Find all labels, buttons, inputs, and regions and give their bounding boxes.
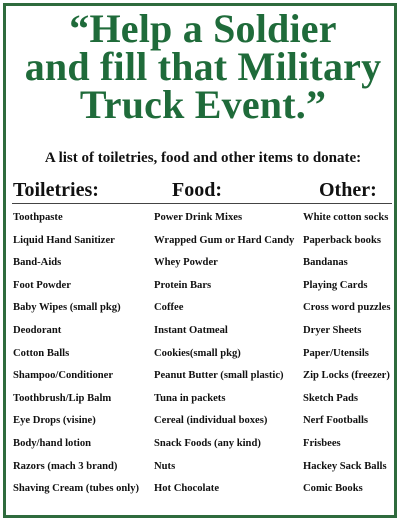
list-item: Power Drink Mixes <box>154 212 243 223</box>
list-item: White cotton socks <box>303 212 389 223</box>
list-item: Wrapped Gum or Hard Candy <box>154 234 295 246</box>
list-item: Baby Wipes (small pkg) <box>13 302 121 314</box>
list-item: Playing Cards <box>303 279 368 291</box>
header-food: Food: <box>172 179 222 201</box>
list-item: Dryer Sheets <box>303 324 362 336</box>
list-item: Protein Bars <box>154 279 212 291</box>
list-item: Deodorant <box>13 324 62 336</box>
list-item: Cookies(small pkg) <box>154 347 241 359</box>
list-item: Band-Aids <box>13 257 62 269</box>
subtitle: A list of toiletries, food and other items to donate: <box>44 150 362 166</box>
list-item: Bandanas <box>303 257 348 269</box>
list-item: Cotton Balls <box>13 347 70 359</box>
list-item: Cross word puzzles <box>303 302 391 314</box>
list-item: Nerf Footballs <box>303 415 369 427</box>
list-item: Sketch Pads <box>303 392 359 404</box>
list-item: Foot Powder <box>13 279 71 291</box>
list-item: Frisbees <box>303 437 341 449</box>
list-item: Instant Oatmeal <box>154 324 228 336</box>
list-item: Paperback books <box>303 234 381 246</box>
flyer-title <box>6 6 400 127</box>
list-item: Nuts <box>154 460 176 472</box>
list-item: Shampoo/Conditioner <box>13 370 114 382</box>
header-other: Other: <box>319 179 377 201</box>
column-headers <box>6 179 400 209</box>
header-divider <box>12 203 392 204</box>
list-item: Zip Locks (freezer) <box>303 370 390 382</box>
title-line-3: Truck Event.” <box>79 82 327 127</box>
list-item: Cereal (individual boxes) <box>154 415 268 427</box>
other-list <box>303 211 398 505</box>
title-line-2: and fill that Military <box>24 44 382 89</box>
list-item: Toothpaste <box>13 212 63 223</box>
toiletries-list <box>13 211 153 505</box>
list-item: Razors (mach 3 brand) <box>13 460 118 472</box>
list-item: Hot Chocolate <box>154 483 220 495</box>
list-item: Whey Powder <box>154 257 218 269</box>
list-item: Comic Books <box>303 483 363 495</box>
list-item: Body/hand lotion <box>13 437 92 449</box>
list-item: Coffee <box>154 302 184 314</box>
list-item: Toothbrush/Lip Balm <box>13 392 112 404</box>
header-toiletries: Toiletries: <box>13 179 99 201</box>
list-item: Shaving Cream (tubes only) <box>13 483 140 495</box>
list-item: Tuna in packets <box>154 392 226 404</box>
list-item: Paper/Utensils <box>303 347 369 359</box>
title-line-1: “Help a Soldier <box>69 6 337 51</box>
food-list <box>154 211 304 505</box>
list-item: Eye Drops (visine) <box>13 415 96 427</box>
list-item: Liquid Hand Sanitizer <box>13 234 115 246</box>
list-item: Snack Foods (any kind) <box>154 437 261 449</box>
flyer-border <box>3 3 397 518</box>
list-item: Peanut Butter (small plastic) <box>154 370 284 382</box>
list-item: Hackey Sack Balls <box>303 460 387 472</box>
